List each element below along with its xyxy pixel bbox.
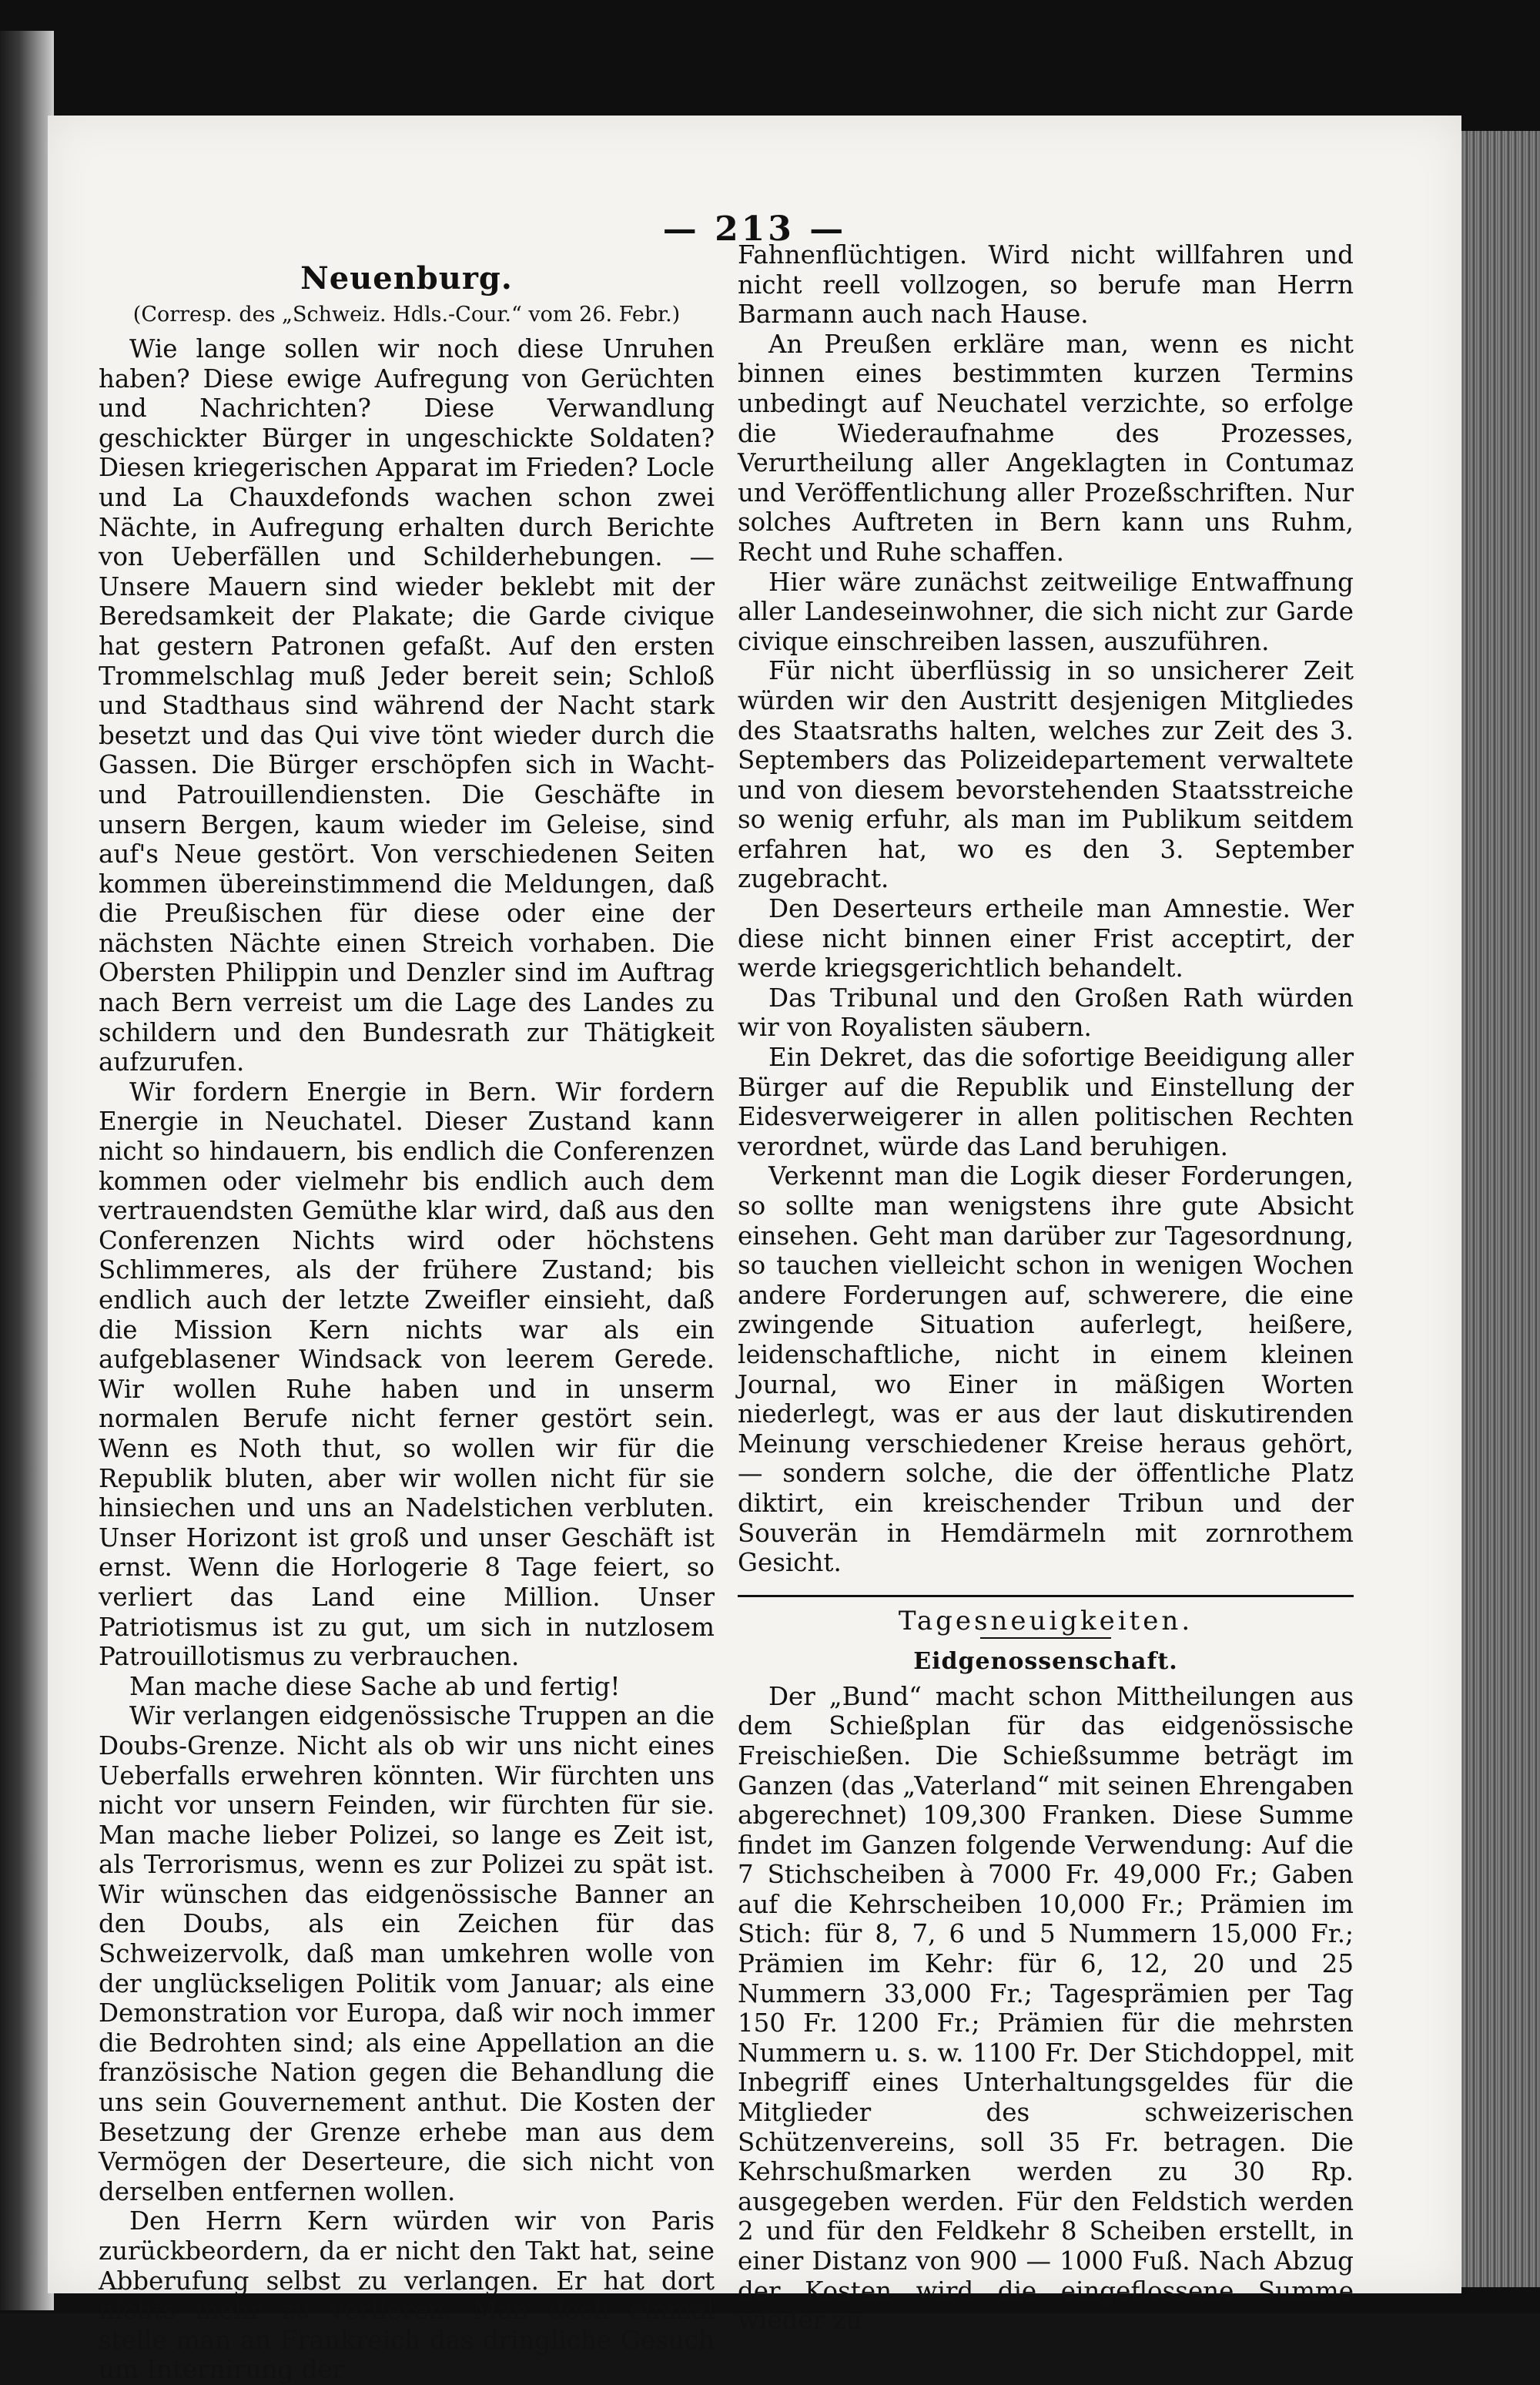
article-paragraph: An Preußen erkläre man, wenn es nicht binnen eines bestimmten kurzen Termins unbedingt auf Neuchatel verzichte, so erfolge die Wiederaufnahme des Prozesses, Verurtheilung aller Angeklagten in Contumaz und Veröffentlichung aller Prozeßschriften. Nur solches Auftreten in Bern kann uns Ruhm, Recht und Ruhe schaffen.	[738, 329, 1354, 567]
article-paragraph: Den Deserteurs ertheile man Amnestie. Wer diese nicht binnen einer Frist acceptirt, der werde kriegsgerichtlich behandelt.	[738, 894, 1354, 983]
article-paragraph: Den Herrn Kern würden wir von Paris zurückbeordern, da er nicht den Takt hat, seine Abberufung selbst zu verlangen. Er hat dort nichts mehr zu verlieren. Man doch einmal stelle man an Frankreich das dringliche Gesuch um Internirung der	[99, 2206, 715, 2385]
article-paragraph: Verkennt man die Logik dieser Forderungen, so sollte man wenigstens ihre gute Absicht einsehen. Geht man darüber zur Tagesordnung, so tauchen vielleicht schon in wenigen Wochen andere Forderungen auf, schwerere, die eine zwingende Situation auferlegt, heißere, leidenschaftliche, nicht in einem kleinen Journal, wo Einer in mäßigen Worten niederlegt, was er aus der laut diskutirenden Meinung verschiedener Kreise heraus gehört, — sondern solche, die der öffentliche Platz diktirt, ein kreischender Tribun und der Souverän in Hemdärmeln mit zornrothem Gesicht.	[738, 1161, 1354, 1578]
page-stack-edge	[1455, 131, 1540, 2287]
article-paragraph: Ein Dekret, das die sofortige Beeidigung aller Bürger auf die Republik und Einstellung der Eidesverweigerer in allen politischen Rechten verordnet, würde das Land beruhigen.	[738, 1043, 1354, 1161]
article-title: Neuenburg.	[300, 260, 513, 296]
section-title: Tagesneuigkeiten.	[898, 1605, 1194, 1636]
left-column	[99, 262, 715, 2385]
book-page	[48, 116, 1461, 2385]
article-byline: (Corresp. des „Schweiz. Hdls.-Cour.“ vom 26. Febr.)	[132, 303, 681, 327]
right-column	[738, 240, 1354, 2336]
article-paragraph: Wie lange sollen wir noch diese Unruhen haben? Diese ewige Aufregung von Gerüchten und Nachrichten? Diese Verwandlung geschickter Bürger in ungeschickte Soldaten? Diesen kriegerischen Apparat im Frieden? Locle und La Chauxdefonds wachen schon zwei Nächte, in Aufregung erhalten durch Berichte von Ueberfällen und Schilderhebungen. — Unsere Mauern sind wieder beklebt mit der Beredsamkeit der Plakate; die Garde civique hat gestern Patronen gefaßt. Auf den ersten Trommelschlag muß Jeder bereit sein; Schloß und Stadthaus sind während der Nacht stark besetzt und das Qui vive tönt wieder durch die Gassen. Die Bürger erschöpfen sich in Wacht- und Patrouillendiensten. Die Geschäfte in unsern Bergen, kaum wieder im Geleise, sind auf's Neue gestört. Von verschiedenen Seiten kommen übereinstimmend die Meldungen, daß die Preußischen für diese oder eine der nächsten Nächte einen Streich vorhaben. Die Obersten Philippin und Denzler sind im Auftrag nach Bern verreist um die Lage des Landes zu schildern und den Bundesrath zur Thätigkeit aufzurufen.	[99, 334, 715, 1077]
section-divider	[738, 1595, 1354, 1597]
article-paragraph: Für nicht überflüssig in so unsicherer Zeit würden wir den Austritt desjenigen Mitgliedes des Staatsraths halten, welches zur Zeit des 3. Septembers das Polizeidepartement verwaltete und von diesem bevorstehenden Staatsstreiche so wenig erfuhr, als man im Publikum seitdem erfahren hat, wo es den 3. September zugebracht.	[738, 656, 1354, 894]
article-paragraph: Wir fordern Energie in Bern. Wir fordern Energie in Neuchatel. Dieser Zustand kann nicht so hindauern, bis endlich die Conferenzen kommen oder vielmehr bis endlich auch dem vertrauendsten Gemüthe klar wird, daß aus den Conferenzen Nichts wird oder höchstens Schlimmeres, als der frühere Zustand; bis endlich auch der letzte Zweifler einsieht, daß die Mission Kern nichts war als ein aufgeblasener Windsack von leerem Gerede. Wir wollen Ruhe haben und in unserm normalen Berufe nicht ferner gestört sein. Wenn es Noth thut, so wollen wir für die Republik bluten, aber wir wollen nicht für sie hinsiechen und uns an Nadelstichen verbluten. Unser Horizont ist groß und unser Geschäft ist ernst. Wenn die Horlogerie 8 Tage feiert, so verliert das Land eine Million. Unser Patriotismus ist zu gut, um sich in nutzlosem Patrouillotismus zu verbrauchen.	[99, 1077, 715, 1672]
article-paragraph: Wir verlangen eidgenössische Truppen an die Doubs-Grenze. Nicht als ob wir uns nicht eines Ueberfalls erwehren könnten. Wir fürchten uns nicht vor unsern Feinden, wir fürchten für sie. Man mache lieber Polizei, so lange es Zeit ist, als Terrorismus, wenn es zur Polizei zu spät ist. Wir wünschen das eidgenössische Banner an den Doubs, als ein Zeichen für das Schweizervolk, daß man umkehren wolle von der unglückseligen Politik vom Januar; als eine Demonstration vor Europa, daß wir noch immer die Bedrohten sind; als eine Appellation an die französische Nation gegen die Behandlung die uns sein Gouvernement anthut. Die Kosten der Besetzung der Grenze erhebe man aus dem Vermögen der Deserteure, die sich nicht von derselben entfernen wollen.	[99, 1701, 715, 2206]
section-title-underline	[980, 1637, 1111, 1639]
book-binding	[0, 31, 54, 2310]
article-paragraph: Hier wäre zunächst zeitweilige Entwaffnung aller Landeseinwohner, die sich nicht zur Garde civique einschreiben lassen, auszuführen.	[738, 567, 1354, 656]
article-paragraph: Man mache diese Sache ab und fertig!	[129, 1671, 621, 1701]
subsection-title: Eidgenossenschaft.	[913, 1647, 1178, 1675]
article-paragraph: Das Tribunal und den Großen Rath würden wir von Royalisten säubern.	[738, 983, 1354, 1043]
news-paragraph: Der „Bund“ macht schon Mittheilungen aus dem Schießplan für das eidgenössische Freischießen. Die Schießsumme beträgt im Ganzen (das „Vaterland“ mit seinen Ehrengaben abgerechnet) 109,300 Franken. Diese Summe findet im Ganzen folgende Verwendung: Auf die 7 Stichscheiben à 7000 Fr. 49,000 Fr.; Gaben auf die Kehrscheiben 10,000 Fr.; Prämien im Stich: für 8, 7, 6 und 5 Nummern 15,000 Fr.; Prämien im Kehr: für 6, 12, 20 und 25 Nummern 33,000 Fr.; Tagesprämien per Tag 150 Fr. 1200 Fr.; Prämien für die mehrsten Nummern u. s. w. 1100 Fr. Der Stichdoppel, mit Inbegriff eines Unterhaltungsgeldes für die Mitglieder des schweizerischen Schützenvereins, soll 35 Fr. betragen. Die Kehrschußmarken werden zu 30 Rp. ausgegeben werden. Für den Feldstich werden 2 und für den Feldkehr 8 Scheiben erstellt, in einer Distanz von 900 — 1000 Fuß. Nach Abzug der Kosten wird die eingeflossene Summe wieder zu	[738, 1681, 1354, 2336]
article-paragraph: Fahnenflüchtigen. Wird nicht willfahren und nicht reell vollzogen, so berufe man Herrn Barmann auch nach Hause.	[738, 240, 1354, 330]
page-number: — 213 —	[662, 209, 847, 249]
